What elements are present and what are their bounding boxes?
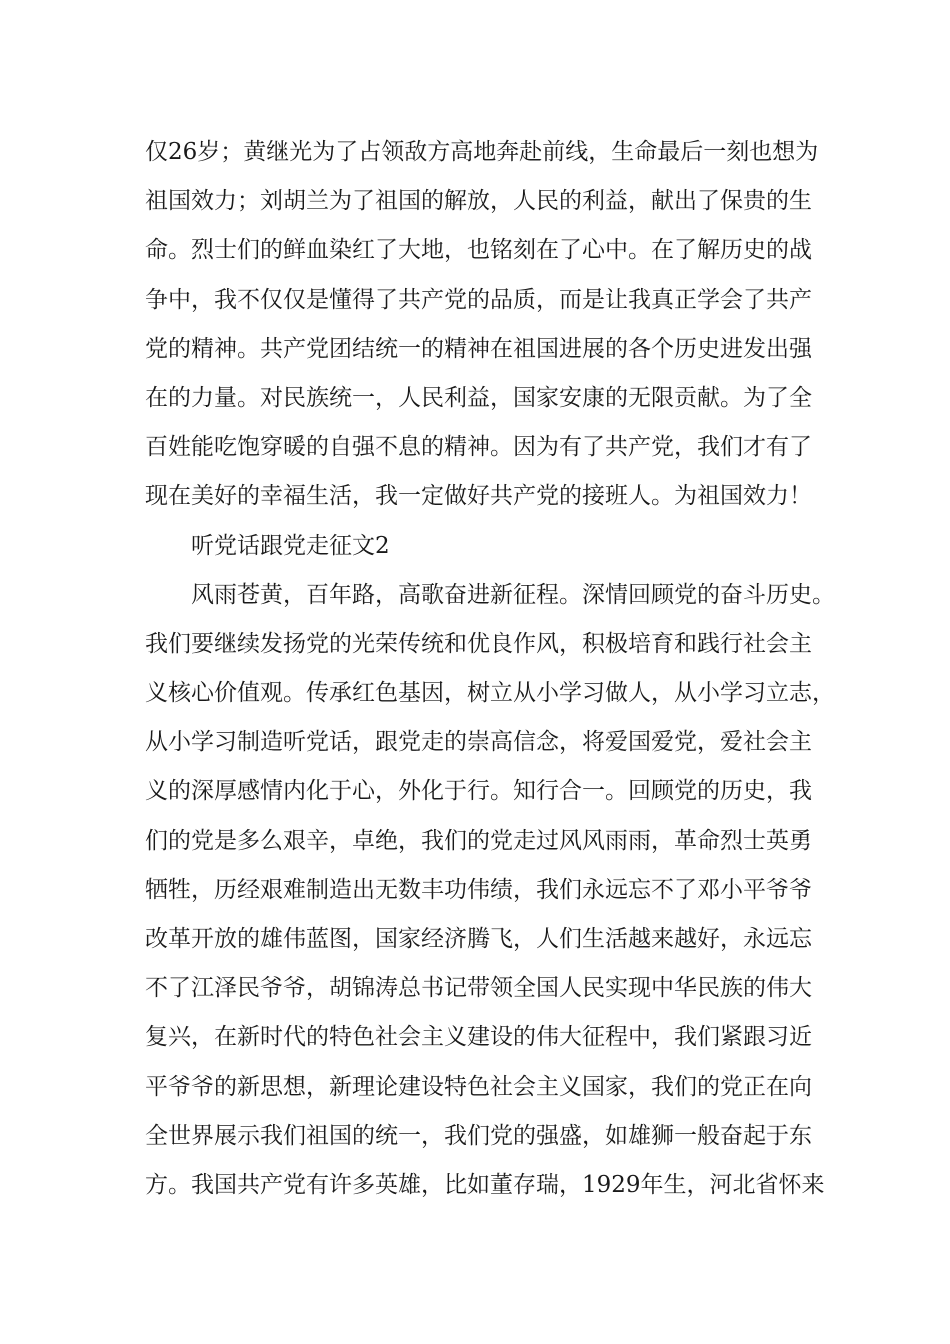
text-line: 仅26岁；黄继光为了占领敌方高地奔赴前线，生命最后一刻也想为 bbox=[145, 139, 819, 165]
text-line: 不了江泽民爷爷，胡锦涛总书记带领全国人民实现中华民族的伟大 bbox=[145, 975, 812, 1002]
text-line: 改革开放的雄伟蓝图，国家经济腾飞，人们生活越来越好，永远忘 bbox=[145, 926, 812, 952]
text-line: 现在美好的幸福生活，我一定做好共产党的接班人。为祖国效力！ bbox=[145, 483, 812, 510]
section-heading: 听党话跟党走征文2 bbox=[191, 532, 390, 559]
text-line: 义的深厚感情内化于心，外化于行。知行合一。回顾党的历史，我 bbox=[145, 778, 812, 805]
text-line: 全世界展示我们祖国的统一，我们党的强盛，如雄狮一般奋起于东 bbox=[145, 1122, 812, 1149]
text-line: 牺牲，历经艰难制造出无数丰功伟绩，我们永远忘不了邓小平爷爷 bbox=[145, 876, 812, 903]
text-line: 们的党是多么艰辛，卓绝，我们的党走过风风雨雨，革命烈士英勇 bbox=[145, 827, 812, 854]
text-line: 党的精神。共产党团结统一的精神在祖国进展的各个历史进发出强 bbox=[145, 335, 812, 362]
text-line: 争中，我不仅仅是懂得了共产党的品质，而是让我真正学会了共产 bbox=[145, 286, 812, 313]
text-line: 祖国效力；刘胡兰为了祖国的解放，人民的利益，献出了保贵的生 bbox=[145, 188, 812, 215]
text-line: 方。我国共产党有许多英雄，比如董存瑞，1929年生，河北省怀来 bbox=[145, 1171, 825, 1198]
text-line: 风雨苍黄，百年路，高歌奋进新征程。深情回顾党的奋斗历史。 bbox=[191, 581, 835, 608]
text-line: 命。烈士们的鲜血染红了大地，也铭刻在了心中。在了解历史的战 bbox=[145, 237, 812, 264]
text-line: 从小学习制造听党话，跟党走的崇高信念，将爱国爱党，爱社会主 bbox=[145, 729, 812, 756]
text-line: 在的力量。对民族统一，人民利益，国家安康的无限贡献。为了全 bbox=[145, 384, 812, 411]
text-line: 百姓能吃饱穿暖的自强不息的精神。因为有了共产党，我们才有了 bbox=[145, 434, 812, 461]
document-body bbox=[145, 128, 835, 1210]
text-line: 我们要继续发扬党的光荣传统和优良作风，积极培育和践行社会主 bbox=[145, 630, 812, 657]
text-line: 义核心价值观。传承红色基因，树立从小学习做人，从小学习立志， bbox=[145, 680, 835, 707]
text-line: 平爷爷的新思想，新理论建设特色社会主义国家，我们的党正在向 bbox=[145, 1073, 812, 1100]
text-line: 复兴，在新时代的特色社会主义建设的伟大征程中，我们紧跟习近 bbox=[145, 1024, 812, 1051]
